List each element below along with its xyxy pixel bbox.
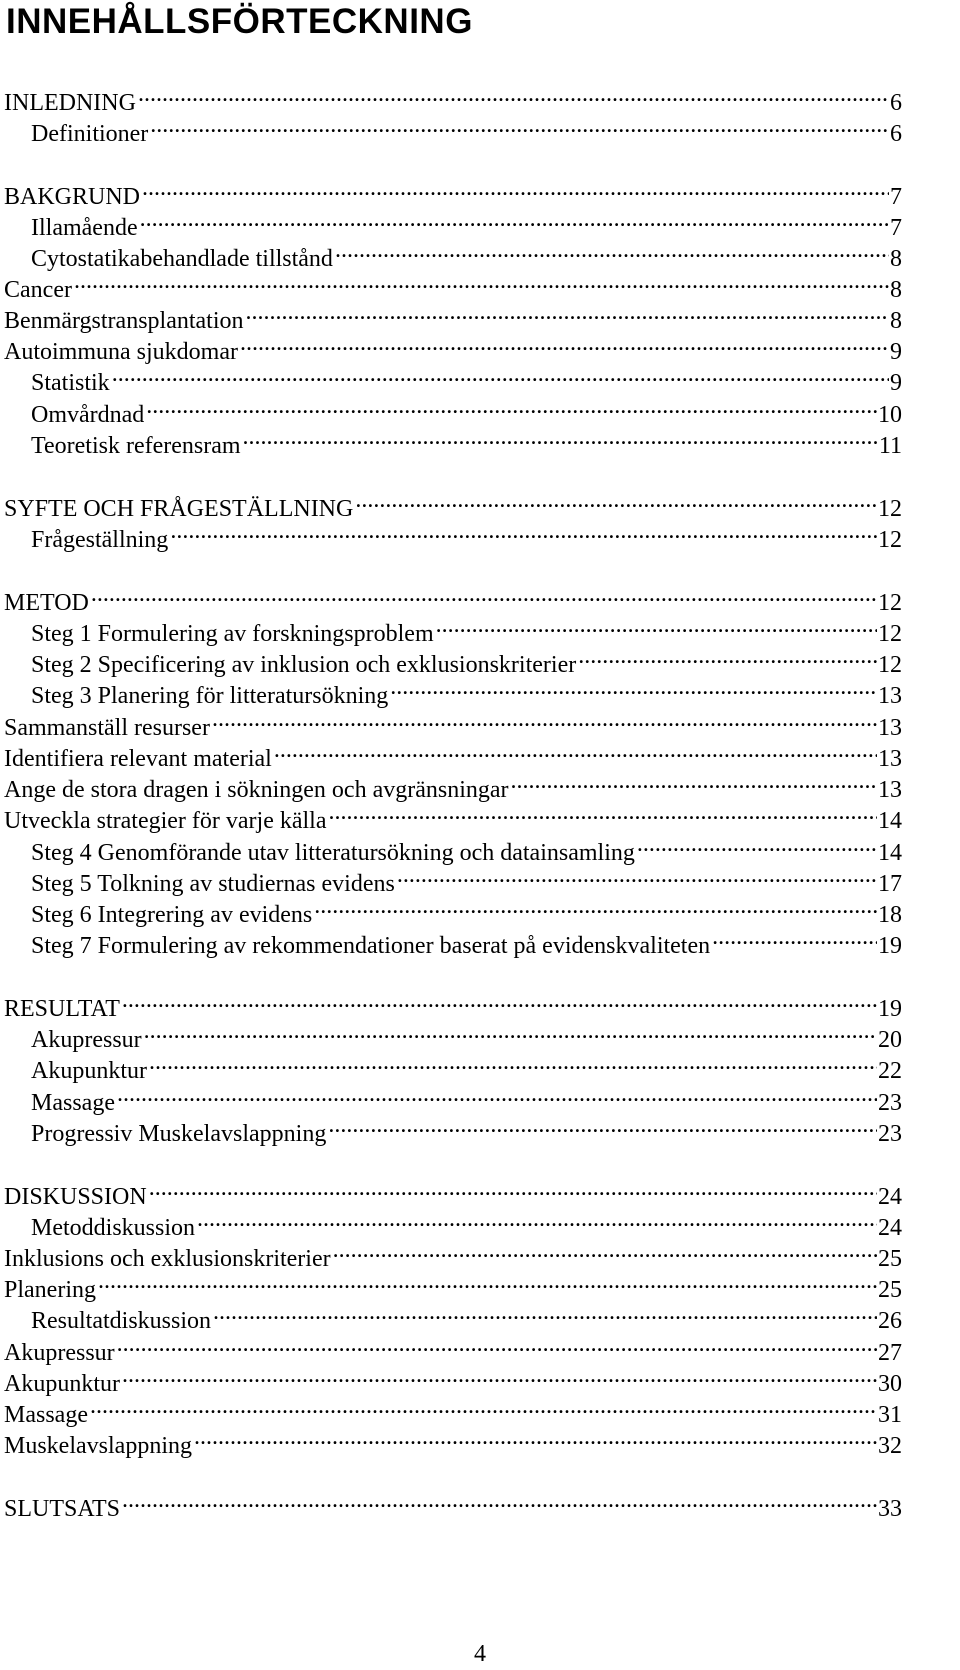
toc-entry[interactable] [4,734,902,772]
dot-leader [355,484,877,516]
toc-entry-title: METOD [4,590,89,616]
toc-entry-page: 20 [877,1024,902,1056]
toc-entry-title: Steg 4 Genomförande utav litteratursökning och datainsamling [31,840,635,866]
dot-leader [397,859,877,891]
dot-leader [138,78,889,110]
toc-entry[interactable] [4,78,902,116]
toc-entry-title: Ange de stora dragen i sökningen och avgränsningar [4,777,509,803]
toc-entry-page: 13 [877,743,902,775]
toc-entry-title: Metoddiskussion [31,1215,196,1241]
toc-entry-title: Omvårdnad [31,402,145,428]
toc-entry-title: Muskelavslappning [4,1433,192,1459]
toc-entry[interactable] [4,984,902,1022]
toc-entry-title: Steg 1 Formulering av forskningsproblem [31,621,434,647]
toc-entry[interactable] [4,703,902,741]
toc-entry[interactable] [4,796,902,834]
toc-entry-title: Sammanställ resurser [4,715,210,741]
toc-entry[interactable] [31,671,902,709]
toc-entry-page: 8 [889,243,902,275]
toc-entry-page: 17 [877,868,902,900]
toc-entry[interactable] [4,1265,902,1303]
dot-leader [122,984,877,1016]
toc-entry-title: Frågeställning [31,527,169,553]
toc-entry[interactable] [4,1234,902,1272]
dot-leader [117,1078,877,1110]
toc-entry-page: 12 [877,618,902,650]
toc-entry[interactable] [4,172,902,210]
toc-entry-page: 10 [877,399,902,431]
dot-leader [112,358,889,390]
dot-leader [74,265,889,297]
dot-leader [142,172,889,204]
toc-entry-title: Akupunktur [31,1058,147,1084]
toc-entry-title: Akupressur [4,1340,115,1366]
dot-leader [149,1172,877,1204]
toc-entry-title: Cancer [4,277,72,303]
dot-leader [150,109,889,141]
dot-leader [212,703,877,735]
toc-entry-title: Teoretisk referensram [31,433,241,459]
toc-entry-page: 8 [889,274,902,306]
dot-leader [328,1109,877,1141]
toc-entry-page: 14 [877,837,902,869]
toc-entry[interactable] [31,203,902,241]
page-number: 4 [474,1641,486,1667]
dot-leader [140,203,889,235]
toc-entry-page: 12 [877,587,902,619]
toc-entry-title: Cytostatikabehandlade tillstånd [31,246,333,272]
toc-entry-title: Progressiv Muskelavslappning [31,1121,327,1147]
toc-entry-page: 23 [877,1087,902,1119]
toc-entry-page: 13 [877,774,902,806]
toc-entry-page: 31 [877,1399,902,1431]
dot-leader [511,765,877,797]
toc-entry-page: 18 [877,899,902,931]
toc-entry-title: Illamående [31,215,138,241]
toc-entry-title: Steg 3 Planering för litteratursökning [31,683,389,709]
toc-entry[interactable] [31,890,902,928]
toc-entry-page: 13 [877,712,902,744]
toc-entry-title: DISKUSSION [4,1184,147,1210]
toc-entry-title: RESULTAT [4,996,120,1022]
toc-entry-title: Steg 2 Specificering av inklusion och exklusionskriterier [31,652,577,678]
toc-entry[interactable] [4,265,902,303]
toc-entry-page: 12 [877,524,902,556]
toc-entry-title: BAKGRUND [4,184,141,210]
toc-entry[interactable] [31,358,902,396]
toc-entry-page: 12 [877,493,902,525]
toc-entry-title: Benmärgstransplantation [4,308,244,334]
toc-entry-page: 6 [889,118,902,150]
toc-entry[interactable] [31,1046,902,1084]
toc-entry-title: Massage [4,1402,88,1428]
toc-entry-page: 19 [877,993,902,1025]
dot-leader [637,828,877,860]
dot-leader [335,234,889,266]
dot-leader [578,640,877,672]
dot-leader [90,1390,877,1422]
toc-entry[interactable] [31,109,902,147]
toc-entry-title: Identifiera relevant material [4,746,272,772]
toc-entry[interactable] [4,1359,902,1397]
toc-entry[interactable] [31,390,902,428]
toc-entry[interactable] [4,1390,902,1428]
toc-entry-page: 13 [877,680,902,712]
dot-leader [122,1484,877,1516]
toc-entry[interactable] [31,921,902,959]
toc-entry[interactable] [31,1296,902,1334]
toc-entry-page: 19 [877,930,902,962]
toc-entry-title: Definitioner [31,121,149,147]
toc-entry-title: Steg 5 Tolkning av studiernas evidens [31,871,395,897]
dot-leader [98,1265,877,1297]
dot-leader [390,671,877,703]
toc-entry[interactable] [4,765,902,803]
toc-entry[interactable] [4,296,902,334]
dot-leader [314,890,877,922]
toc-entry[interactable] [31,234,902,272]
dot-leader [146,390,877,422]
dot-leader [246,296,889,328]
toc-entry-title: Inklusions och exklusionskriterier [4,1246,331,1272]
dot-leader [149,1046,877,1078]
toc-entry-page: 32 [877,1430,902,1462]
toc-entry-title: SYFTE OCH FRÅGESTÄLLNING [4,496,354,522]
toc-entry-title: Akupunktur [4,1371,120,1397]
toc-entry-page: 25 [877,1243,902,1275]
dot-leader [197,1203,877,1235]
toc-entry[interactable] [31,609,902,647]
dot-leader [117,1328,877,1360]
toc-entry[interactable] [31,828,902,866]
toc-entry-page: 27 [877,1337,902,1369]
dot-leader [712,921,877,953]
toc-entry-page: 7 [889,212,902,244]
toc-entry-title: Akupressur [31,1027,142,1053]
toc-entry[interactable] [4,578,902,616]
toc-entry-page: 23 [877,1118,902,1150]
toc-entry-title: Massage [31,1090,115,1116]
toc-entry-title: Resultatdiskussion [31,1308,212,1334]
toc-entry[interactable] [31,1109,902,1147]
toc-entry-title: SLUTSATS [4,1496,121,1522]
toc-entry[interactable] [31,859,902,897]
dot-leader [240,327,889,359]
toc-entry-page: 9 [889,367,902,399]
toc-entry[interactable] [4,1421,902,1459]
toc-entry-page: 9 [889,336,902,368]
toc-entry-page: 6 [889,87,902,119]
toc-entry-page: 11 [878,430,902,462]
toc-entry-page: 7 [889,181,902,213]
toc-entry-page: 25 [877,1274,902,1306]
toc-entry[interactable] [4,1328,902,1366]
dot-leader [122,1359,877,1391]
toc-entry-title: Autoimmuna sjukdomar [4,339,238,365]
toc-entry[interactable] [31,1203,902,1241]
dot-leader [170,515,877,547]
dot-leader [91,578,877,610]
toc-entry-page: 26 [877,1305,902,1337]
toc-entry[interactable] [4,327,902,365]
dot-leader [329,796,878,828]
dot-leader [243,421,878,453]
toc-entry[interactable] [4,1484,902,1522]
dot-leader [194,1421,877,1453]
toc-entry[interactable] [31,640,902,678]
toc-entry-title: INLEDNING [4,90,136,116]
dot-leader [274,734,877,766]
toc-entry[interactable] [31,515,902,553]
toc-entry[interactable] [31,1015,902,1053]
toc-entry-page: 24 [877,1181,902,1213]
toc-entry-page: 33 [877,1493,902,1525]
toc-entry[interactable] [31,1078,902,1116]
toc-entry[interactable] [4,484,902,522]
toc-entry-title: Statistik [31,370,110,396]
dot-leader [436,609,877,641]
toc-entry-page: 14 [877,805,902,837]
toc-entry-title: Steg 7 Formulering av rekommendationer baserat på evidenskvaliteten [31,933,711,959]
toc-entry[interactable] [31,421,902,459]
toc-entry-page: 12 [877,649,902,681]
toc-entry-title: Steg 6 Integrering av evidens [31,902,313,928]
dot-leader [213,1296,877,1328]
toc-entry-page: 8 [889,305,902,337]
toc-entry[interactable] [4,1172,902,1210]
dot-leader [333,1234,877,1266]
toc-entry-title: Planering [4,1277,96,1303]
page-title: INNEHÅLLSFÖRTECKNING [6,2,473,41]
toc-entry-title: Utveckla strategier för varje källa [4,808,327,834]
toc-entry-page: 22 [877,1055,902,1087]
dot-leader [144,1015,877,1047]
toc-entry-page: 24 [877,1212,902,1244]
toc-entry-page: 30 [877,1368,902,1400]
